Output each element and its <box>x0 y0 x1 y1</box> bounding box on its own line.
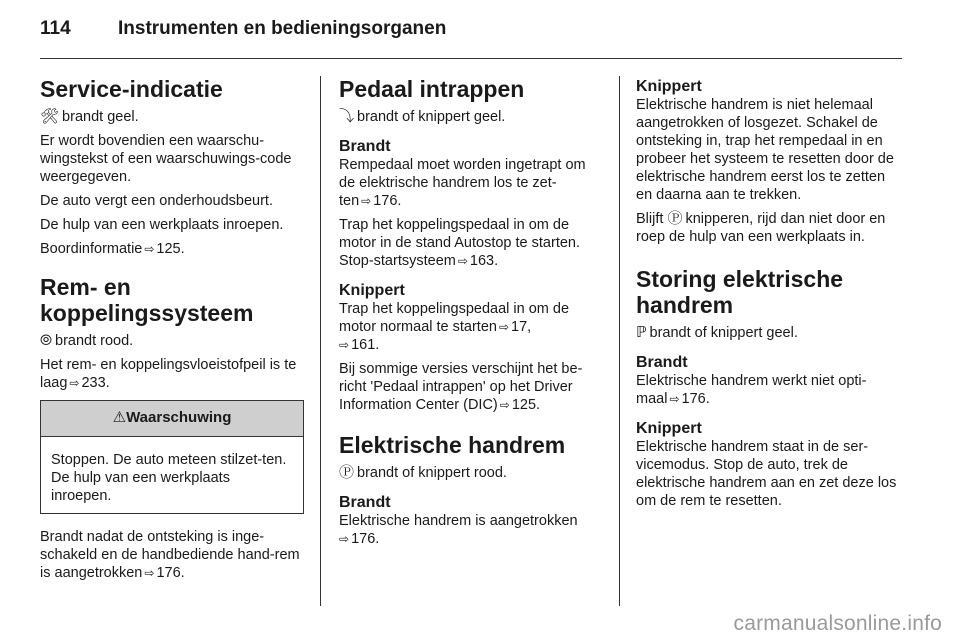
warning-box <box>40 400 304 514</box>
pedal-paragraph: Bij sommige versies verschijnt het be-richt 'Pedaal intrappen' op het Driver Information Center (DIC) ⇨ 125. <box>339 361 583 413</box>
section-heading-service: Service-indicatie <box>40 76 223 102</box>
brake-paragraph: Het rem- en koppelingsvloeistofpeil is te laag ⇨ 233. <box>40 357 297 391</box>
parking-knippert-heading: Knippert <box>636 78 702 95</box>
page-ref-icon: ⇨ <box>69 376 80 390</box>
page-ref-icon: ⇨ <box>457 254 468 268</box>
column-2 <box>339 66 603 554</box>
warning-triangle-icon: ⚠ <box>112 409 127 426</box>
parking-brake-icon: Ⓟ <box>667 210 683 227</box>
column-divider <box>320 76 321 606</box>
brake-circle-icon: ⦾ <box>40 332 53 349</box>
pedal-paragraph: Trap het koppelingspedaal in om de motor in de stand Autostop te starten. Stop-startsysteem ⇨ 163. <box>339 217 581 269</box>
service-paragraph: Er wordt bovendien een waarschu-wingstekst of een waarschuwings-code weergegeven. <box>40 133 292 185</box>
pedal-paragraph: Rempedaal moet worden ingetrapt om de elektrische handrem los te zet-ten ⇨ 176. <box>339 157 586 209</box>
section-heading-pedal: Pedaal intrappen <box>339 76 525 102</box>
section-heading-brake: Rem- en koppelingssysteem <box>40 274 254 326</box>
page-ref-icon: ⇨ <box>499 398 510 412</box>
column-1 <box>40 66 304 588</box>
pedal-paragraph: Trap het koppelingspedaal in om de motor normaal te starten ⇨ 17, ⇨ 161. <box>339 301 570 353</box>
car-wrench-icon: 🛠 <box>40 108 60 125</box>
page-ref-icon: ⇨ <box>669 392 680 406</box>
pedal-knippert-heading: Knippert <box>339 282 405 299</box>
page-number: 114 <box>40 18 71 39</box>
page-header <box>40 18 446 40</box>
parking-brandt-heading: Brandt <box>339 494 391 511</box>
service-status: 🛠 brandt geel. <box>40 108 139 125</box>
pedal-status: ⤵ brandt of knippert geel. <box>339 108 506 125</box>
page-ref-icon: ⇨ <box>361 194 372 208</box>
warning-body: Stoppen. De auto meteen stilzet-ten. De hulp van een werkplaats inroepen. <box>51 452 287 504</box>
section-heading-parking-brake: Elektrische handrem <box>339 432 566 458</box>
service-paragraph: De auto vergt een onderhoudsbeurt. <box>40 193 273 209</box>
service-paragraph: Boordinformatie ⇨ 125. <box>40 241 185 257</box>
watermark: carmanualsonline.info <box>733 612 942 635</box>
header-rule <box>40 58 902 59</box>
page-ref-icon: ⇨ <box>144 566 155 580</box>
page-ref-icon: ⇨ <box>144 242 155 256</box>
fault-paragraph: Elektrische handrem werkt niet opti-maal ⇨ 176. <box>636 373 867 407</box>
parking-paragraph: Elektrische handrem is aangetrokken ⇨ 176. <box>339 513 578 547</box>
fault-knippert-heading: Knippert <box>636 420 702 437</box>
fault-status: ℙ brandt of knippert geel. <box>636 324 798 341</box>
column-3 <box>636 66 902 516</box>
service-paragraph: De hulp van een werkplaats inroepen. <box>40 217 284 233</box>
parking-status: Ⓟ brandt of knippert rood. <box>339 464 507 481</box>
pedal-icon: ⤵ <box>339 108 355 125</box>
warning-header <box>41 401 303 437</box>
pedal-brandt-heading: Brandt <box>339 138 391 155</box>
warning-title: Waarschuwing <box>126 409 232 426</box>
page-ref-icon: ⇨ <box>339 338 350 352</box>
brake-after-paragraph: Brandt nadat de ontsteking is inge-schakeld en de handbediende hand-rem is aangetrokken ⇨ 176. <box>40 529 300 581</box>
page-ref-icon: ⇨ <box>339 532 350 546</box>
fault-paragraph: Elektrische handrem staat in de ser-vicemodus. Stop de auto, trek de elektrische handrem aan en zet deze los om de rem te resetten. <box>636 439 897 509</box>
page-title: Instrumenten en bedieningsorganen <box>118 18 447 39</box>
parking-brake-fault-icon: ℙ <box>636 324 647 341</box>
page-ref-icon: ⇨ <box>498 320 510 334</box>
fault-brandt-heading: Brandt <box>636 354 688 371</box>
parking-brake-icon: Ⓟ <box>339 464 355 481</box>
parking-paragraph: Blijft Ⓟ knipperen, rijd dan niet door en roep de hulp van een werkplaats in. <box>636 210 886 245</box>
brake-status: ⦾ brandt rood. <box>40 332 134 349</box>
section-heading-parking-fault: Storing elektrische handrem <box>636 266 844 318</box>
parking-paragraph: Elektrische handrem is niet helemaal aangetrokken of losgezet. Schakel de ontsteking in, trap het rempedaal in en probeer het systeem te resetten door de elektrische handrem eerst los te zetten en daarna aan te trekken. <box>636 97 894 203</box>
column-divider <box>619 76 620 606</box>
